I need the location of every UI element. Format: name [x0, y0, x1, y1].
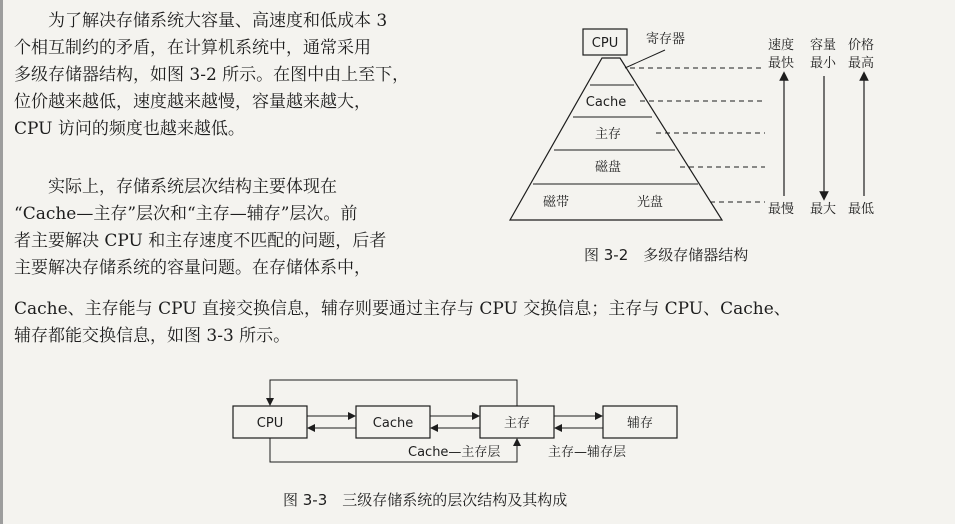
level-tape: 磁带: [542, 195, 570, 210]
text-line: 为了解决存储系统大容量、高速度和低成本 3: [48, 11, 388, 31]
speed-top-2: 最快: [768, 56, 795, 71]
capacity-top-1: 容量: [810, 38, 837, 53]
text-line: 者主要解决 CPU 和主存速度不匹配的问题，后者: [14, 231, 387, 251]
capacity-top-2: 最小: [810, 56, 837, 71]
price-bottom: 最低: [848, 202, 875, 217]
level-optical: 光盘: [636, 195, 664, 210]
text-line: 主要解决存储系统的容量问题。在存储体系中，: [14, 258, 371, 278]
box-cpu-label: CPU: [256, 416, 284, 431]
text-line: Cache、主存能与 CPU 直接交换信息，辅存则要通过主存与 CPU 交换信息；主存与 CPU、Cache、: [14, 299, 791, 319]
cpu-label: CPU: [591, 36, 619, 51]
text-line: 个相互制约的矛盾，在计算机系统中，通常采用: [14, 38, 371, 58]
capacity-bottom: 最大: [810, 202, 837, 217]
text-line: 辅存都能交换信息，如图 3-3 所示。: [14, 326, 291, 346]
text-line: CPU 访问的频度也越来越低。: [14, 119, 245, 139]
box-cache-label: Cache: [372, 416, 414, 431]
layer-main-secondary: 主存—辅存层: [548, 445, 627, 460]
speed-top-1: 速度: [768, 38, 795, 53]
price-top-2: 最高: [848, 56, 875, 71]
price-top-1: 价格: [848, 38, 875, 53]
layer-cache-main: Cache—主存层: [408, 445, 501, 460]
level-cache: Cache: [585, 95, 627, 110]
speed-bottom: 最慢: [768, 202, 795, 217]
register-label: 寄存器: [646, 32, 686, 47]
level-main-memory: 主存: [594, 127, 622, 142]
text-line: 多级存储器结构，如图 3-2 所示。在图中由上至下，: [14, 65, 410, 85]
box-main-label: 主存: [503, 416, 531, 431]
box-secondary-label: 辅存: [626, 416, 654, 431]
figure-3-3-caption: 图 3-3 三级存储系统的层次结构及其构成: [283, 491, 568, 509]
text-line: “Cache—主存”层次和“主存—辅存”层次。前: [14, 204, 358, 224]
text-line: 位价越来越低，速度越来越慢，容量越来越大，: [14, 92, 371, 112]
level-disk: 磁盘: [594, 160, 622, 175]
figure-3-2-caption: 图 3-2 多级存储器结构: [584, 246, 749, 264]
text-line: 实际上，存储系统层次结构主要体现在: [48, 177, 337, 197]
